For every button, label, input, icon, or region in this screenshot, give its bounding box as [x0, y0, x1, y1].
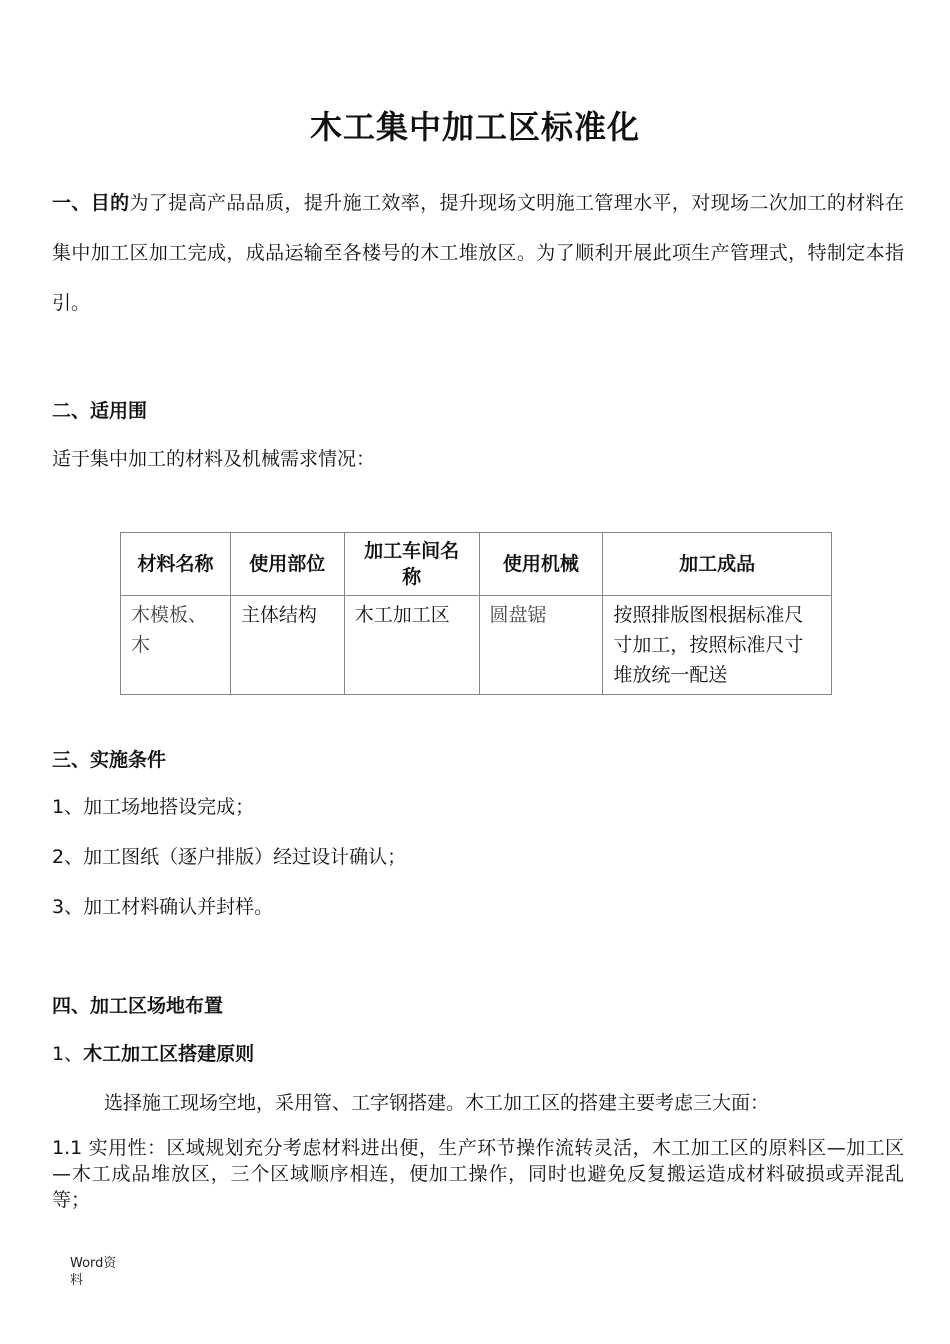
table-cell-product: 按照排版图根据标准尺寸加工，按照标准尺寸堆放统一配送 [603, 596, 832, 695]
table-header-material: 材料名称 [121, 533, 231, 596]
table-cell-location: 主体结构 [230, 596, 344, 695]
section-4-point-1-1: 1.1 实用性：区域规划充分考虑材料进出便，生产环节操作流转灵活，木工加工区的原料区—加工区—木工成品堆放区，三个区域顺序相连，便加工操作，同时也避免反复搬运造成材料破损或弄混乱等； [52, 1137, 904, 1211]
table-header-location: 使用部位 [230, 533, 344, 596]
table-row [121, 596, 832, 695]
section-1-paragraph [52, 178, 904, 328]
footer-label: Word资料 [70, 1256, 117, 1288]
document-title: 木工集中加工区标准化 [309, 108, 640, 146]
section-3-heading: 三、实施条件 [52, 749, 167, 771]
table-cell-material: 木模板、木 [121, 596, 231, 695]
section-1-body: 为了提高产品品质，提升施工效率，提升现场文明施工管理水平，对现场二次加工的材料在集中加工区加工完成，成品运输至各楼号的木工堆放区。为了顺利开展此项生产管理式，特制定本指引。 [52, 192, 904, 314]
table-header-product: 加工成品 [603, 533, 832, 596]
section-3-item-1: 1、加工场地搭设完成； [52, 796, 255, 818]
materials-table [120, 532, 832, 695]
table-cell-machine: 圆盘锯 [479, 596, 603, 695]
table-header-workshop: 加工车间名称 [344, 533, 479, 596]
section-2-heading: 二、适用围 [52, 400, 148, 422]
table-header-row [121, 533, 832, 596]
section-1-heading: 一、目的 [52, 192, 130, 214]
section-4-subheading [52, 1039, 254, 1066]
table-cell-workshop: 木工加工区 [344, 596, 479, 695]
section-4-intro: 选择施工现场空地，采用管、工字钢搭建。木工加工区的搭建主要考虑三大面： [104, 1092, 770, 1114]
section-4-heading: 四、加工区场地布置 [52, 995, 224, 1017]
section-2-intro: 适于集中加工的材料及机械需求情况： [52, 448, 376, 470]
table-header-machine: 使用机械 [479, 533, 603, 596]
section-4-sub-title: 木工加工区搭建原则 [83, 1043, 255, 1065]
section-3-item-3: 3、加工材料确认并封样。 [52, 896, 274, 918]
section-3-item-2: 2、加工图纸（逐户排版）经过设计确认； [52, 846, 407, 868]
section-4-sub-prefix: 1、 [52, 1043, 84, 1065]
